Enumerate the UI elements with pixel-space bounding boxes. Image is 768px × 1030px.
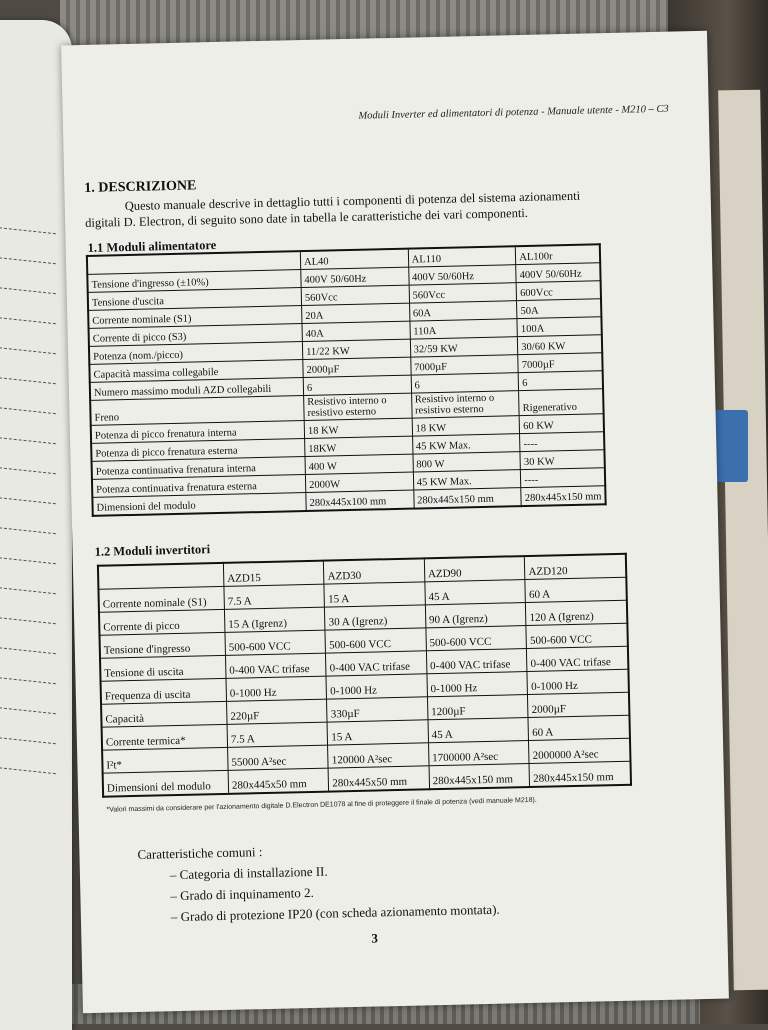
table-cell: 60 KW (519, 414, 604, 434)
table-cell: 100A (517, 317, 602, 337)
table-cell: 18 KW (412, 416, 520, 436)
table-cell: 2000000 A²sec (529, 738, 631, 763)
table-cell: 0-400 VAC trifase (225, 653, 326, 678)
table-cell: 110A (410, 319, 518, 339)
table-cell: 0-1000 Hz (427, 672, 528, 697)
table-cell: Corrente nominale (S1) (98, 586, 224, 612)
table-cell: 400V 50/60Hz (408, 265, 516, 285)
table-cell: 500-600 VCC (225, 630, 326, 655)
table-cell: 30 KW (520, 450, 605, 470)
table-cell: 18 KW (304, 418, 412, 438)
table-cell: 280x445x150 mm (521, 486, 606, 506)
table-cell: 20A (302, 303, 410, 323)
left-page (0, 20, 72, 1030)
table-cell: 120 A (Igrenz) (526, 600, 628, 625)
table-header-cell: AL40 (300, 249, 408, 270)
left-page-line (0, 737, 56, 744)
table-footnote: *Valori massimi da considerare per l'azionamento digitale D.Electron DE1078 al fine di proteggere il finale di potenza (vedi manuale M218). (106, 796, 537, 814)
table-cell: 0-400 VAC trifase (527, 646, 629, 671)
table-cell: Potenza (nom./picco) (89, 342, 303, 365)
table-cell: 60A (409, 301, 517, 321)
left-page-line (0, 647, 56, 654)
left-page-line (0, 707, 56, 714)
table-cell: Corrente di picco (S3) (89, 324, 303, 347)
table-cell: 800 W (413, 452, 521, 472)
table-cell: 60 A (525, 577, 627, 602)
table-cell: 280x445x50 mm (328, 766, 429, 792)
common-features (137, 836, 500, 928)
table-cell: 2000µF (303, 357, 411, 377)
table-cell: 45 A (428, 718, 529, 743)
table-cell: 330µF (327, 697, 428, 722)
left-page-line (0, 557, 56, 564)
table-cell: 11/22 KW (302, 339, 410, 359)
table-header-cell: AZD120 (525, 554, 627, 580)
table-cell: 280x445x100 mm (306, 490, 414, 511)
left-page-line (0, 257, 56, 264)
table2-title: 1.2 Moduli invertitori (94, 542, 211, 559)
left-page-line (0, 677, 56, 684)
left-page-line (0, 527, 56, 534)
table-cell: 220µF (227, 699, 328, 724)
table-cell: Tensione d'ingresso (±10%) (87, 270, 301, 293)
table-cell: Potenza continuativa frenatura interna (92, 457, 306, 480)
table-cell: 280x445x50 mm (228, 768, 329, 794)
table-cell: ---- (521, 468, 606, 488)
table-cell: 6 (518, 371, 603, 391)
table-header-cell: AL100r (516, 244, 601, 264)
table-cell: Tensione d'ingresso (99, 632, 225, 658)
left-page-line (0, 347, 56, 354)
left-page-line (0, 767, 56, 774)
table-cell: 500-600 VCC (426, 626, 527, 651)
table-cell: 7.5 A (224, 584, 325, 609)
table-cell: 0-1000 Hz (226, 676, 327, 701)
table-cell: 30/60 KW (518, 335, 603, 355)
table-header-cell: AZD30 (324, 558, 425, 584)
table-cell: 60 A (528, 715, 630, 740)
power-supply-table (86, 243, 607, 517)
table-cell: 45 A (425, 580, 526, 605)
table-cell: 400V 50/60Hz (301, 267, 409, 287)
table-cell: 0-400 VAC trifase (426, 649, 527, 674)
table-cell: 6 (303, 375, 411, 395)
table-cell: 280x445x150 mm (429, 764, 530, 790)
table-cell: Resistivo interno o resistivo esterno (411, 391, 519, 418)
table-cell: 400 W (305, 454, 413, 474)
table-cell: 45 KW Max. (412, 434, 520, 454)
common-features-title: Caratteristiche comuni : (137, 844, 263, 862)
left-page-line (0, 287, 56, 294)
section-title: 1. DESCRIZIONE (84, 178, 197, 196)
table-cell: 18KW (305, 436, 413, 456)
table-cell: 90 A (Igrenz) (425, 603, 526, 628)
table-cell: Frequenza di uscita (101, 678, 227, 704)
table-cell: 0-1000 Hz (527, 669, 629, 694)
table-cell: 1700000 A²sec (428, 741, 529, 766)
table-cell: 0-400 VAC trifase (326, 651, 427, 676)
table-cell: 55000 A²sec (228, 745, 329, 770)
left-page-line (0, 407, 56, 414)
table-cell: I²t* (102, 747, 228, 773)
table-cell: 120000 A²sec (328, 743, 429, 768)
table-cell: 560Vcc (301, 285, 409, 305)
list-item: – Grado di inquinamento 2. (170, 878, 499, 906)
table-cell: 7.5 A (227, 722, 328, 747)
table-cell: Potenza di picco frenatura esterna (91, 439, 305, 462)
page-header: Moduli Inverter ed alimentatori di potenza - Manuale utente - M210 – C3 (358, 103, 669, 122)
table-cell: 15 A (327, 720, 428, 745)
table-cell: 280x445x150 mm (529, 761, 631, 787)
table1-title: 1.1 Moduli alimentatore (87, 237, 217, 255)
table-cell: Corrente termica* (102, 724, 228, 750)
table-cell: 15 A (Igrenz) (224, 607, 325, 632)
table-header-cell: AL110 (408, 246, 516, 267)
table-cell: 600Vcc (516, 281, 601, 301)
table-cell: 32/59 KW (410, 337, 518, 357)
table-cell: Numero massimo moduli AZD collegabili (90, 378, 304, 401)
table-header-cell: AZD90 (424, 556, 525, 582)
table-cell: Corrente nominale (S1) (88, 306, 302, 329)
list-item: – Grado di protezione IP20 (con scheda azionamento montata). (171, 899, 500, 927)
table-cell: Corrente di picco (99, 609, 225, 635)
table-cell: 6 (411, 373, 519, 393)
table-cell: 7000µF (410, 355, 518, 375)
table-cell: 7000µF (518, 353, 603, 373)
table-cell: 2000µF (528, 692, 630, 717)
left-page-line (0, 467, 56, 474)
left-page-line (0, 497, 56, 504)
table-cell: 40A (302, 321, 410, 341)
table-cell: 15 A (324, 582, 425, 607)
table-cell: Rigenerativo (519, 389, 604, 416)
table-cell: Tensione d'uscita (88, 288, 302, 311)
left-page-line (0, 227, 56, 234)
table-cell: 560Vcc (409, 283, 517, 303)
table-cell: 2000W (305, 472, 413, 492)
table-cell: 0-1000 Hz (326, 674, 427, 699)
table-header-cell (98, 563, 224, 589)
table-cell: 45 KW Max. (413, 470, 521, 490)
table-cell: Potenza continuativa frenatura esterna (92, 475, 306, 498)
table-cell: Potenza di picco frenatura interna (91, 421, 305, 444)
table-cell: Dimensioni del modulo (103, 770, 229, 796)
list-item: – Categoria di installazione II. (170, 857, 499, 885)
table-cell: 280x445x150 mm (413, 488, 521, 509)
page-number: 3 (371, 930, 379, 946)
table-cell: Resistivo interno o resistivo esterno (304, 393, 412, 420)
intro-paragraph: Questo manuale descrive in dettaglio tutti i componenti di potenza del sistema azionamenti digitali D. Electron, di seguito sono date in tabella le caratteristiche dei vari componenti. (84, 188, 581, 230)
table-cell: Capacità massima collegabile (89, 360, 303, 383)
table-cell: Dimensioni del modulo (92, 493, 306, 516)
table-header-cell: AZD15 (223, 561, 324, 587)
left-page-line (0, 587, 56, 594)
table-cell: Tensione di uscita (100, 655, 226, 681)
left-page-line (0, 437, 56, 444)
table-cell: 400V 50/60Hz (516, 263, 601, 283)
inverter-table (97, 553, 632, 798)
table-cell: 1200µF (427, 695, 528, 720)
left-page-line (0, 377, 56, 384)
table-cell: 30 A (Igrenz) (325, 605, 426, 630)
table-cell: Capacità (101, 701, 227, 727)
document-page (61, 31, 729, 1013)
left-page-line (0, 617, 56, 624)
table-cell: Freno (90, 396, 304, 426)
left-page-line (0, 317, 56, 324)
table-cell: 50A (517, 299, 602, 319)
table-cell: ---- (520, 432, 605, 452)
table-cell: 500-600 VCC (325, 628, 426, 653)
table-cell: 500-600 VCC (526, 623, 628, 648)
